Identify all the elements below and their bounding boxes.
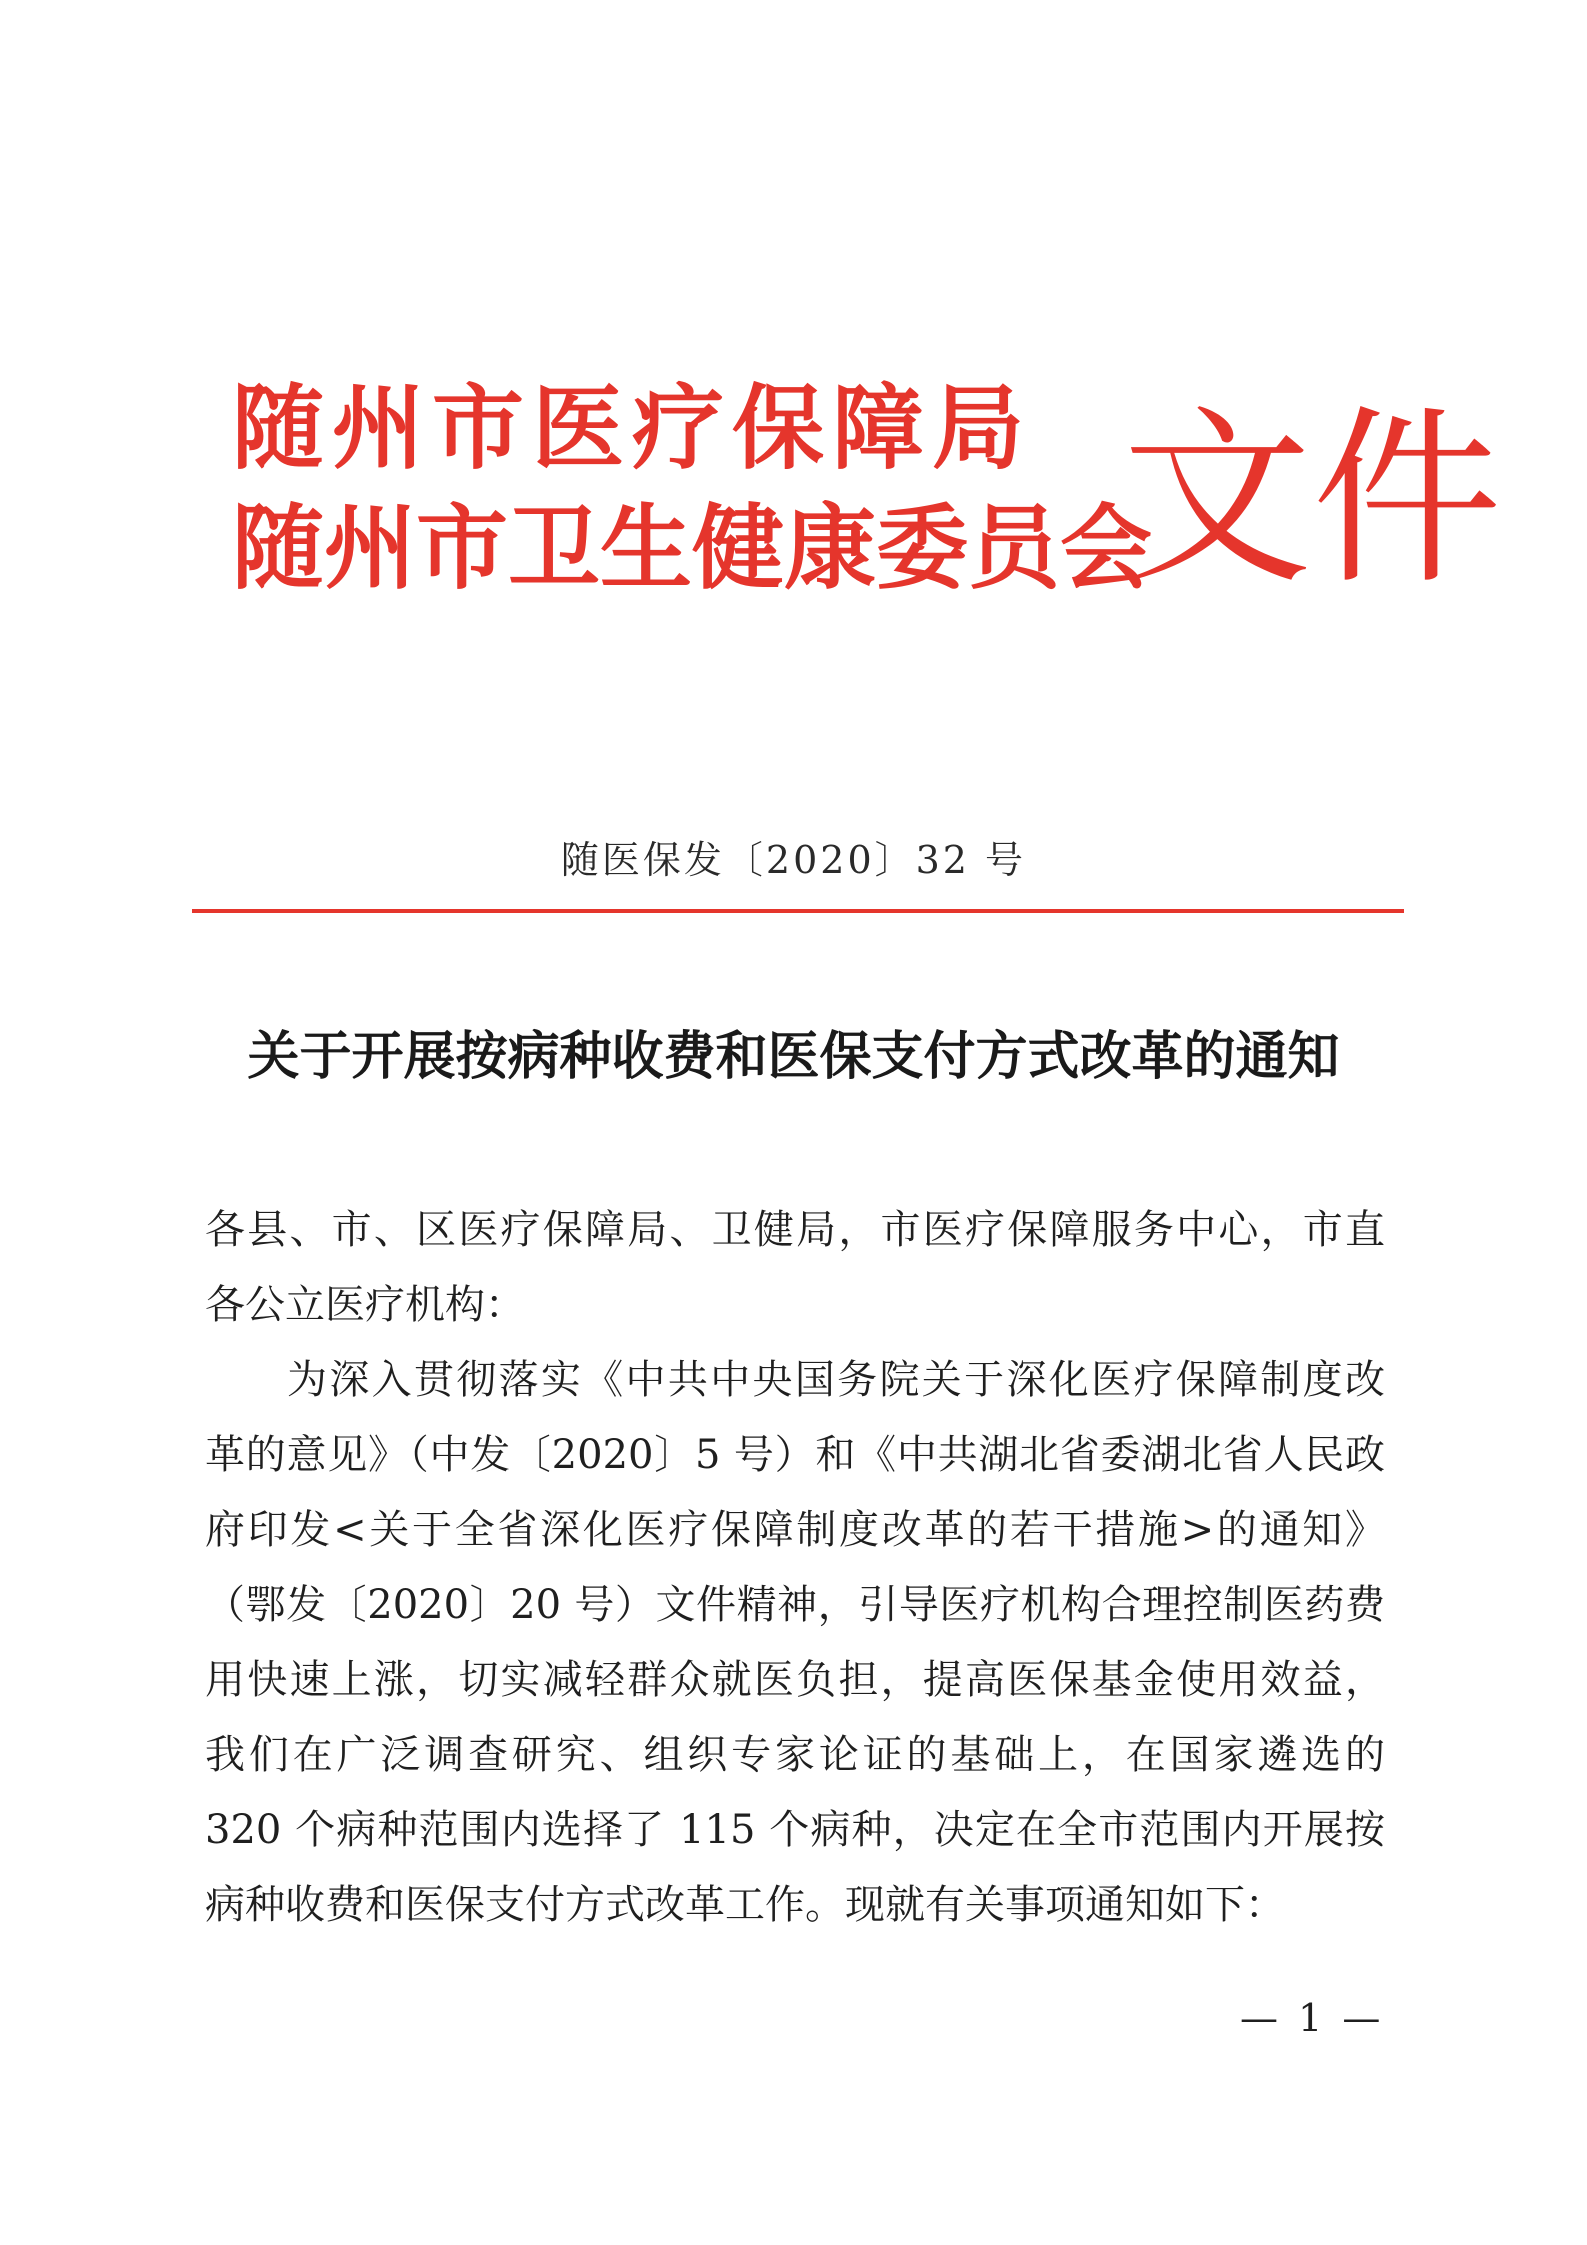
document-number: 随医保发〔2020〕32 号: [560, 838, 1027, 882]
body-line: 我们在广泛调查研究、组织专家论证的基础上，在国家遴选的: [205, 1732, 1385, 1778]
body-line: 府印发<关于全省深化医疗保障制度改革的若干措施>的通知》: [205, 1507, 1385, 1553]
document-title: 关于开展按病种收费和医保支付方式改革的通知: [247, 1026, 1340, 1087]
issuing-authority-header: [232, 374, 1503, 618]
body-line: 各公立医疗机构：: [205, 1282, 525, 1328]
header-authority-health-commission: 随州市卫生健康委员会: [232, 494, 1153, 602]
body-line: 为深入贯彻落实《中共中央国务院关于深化医疗保障制度改: [287, 1357, 1385, 1403]
body-line: 用快速上涨，切实减轻群众就医负担，提高医保基金使用效益，: [205, 1657, 1385, 1703]
body-line: 320 个病种范围内选择了 115 个病种，决定在全市范围内开展按: [205, 1807, 1385, 1853]
body-line: 各县、市、区医疗保障局、卫健局，市医疗保障服务中心，市直: [205, 1207, 1385, 1253]
body-line: 革的意见》（中发〔2020〕5 号）和《中共湖北省委湖北省人民政: [205, 1432, 1385, 1478]
body-line: （鄂发〔2020〕20 号）文件精神，引导医疗机构合理控制医药费: [205, 1582, 1385, 1628]
body-line: 病种收费和医保支付方式改革工作。现就有关事项通知如下：: [205, 1882, 1285, 1928]
header-authority-medical-security: 随州市医疗保障局: [232, 374, 1033, 482]
header-document-suffix: 文件: [1122, 389, 1503, 610]
page-number: — 1 —: [1240, 1996, 1385, 2040]
red-divider-line: [192, 909, 1404, 913]
